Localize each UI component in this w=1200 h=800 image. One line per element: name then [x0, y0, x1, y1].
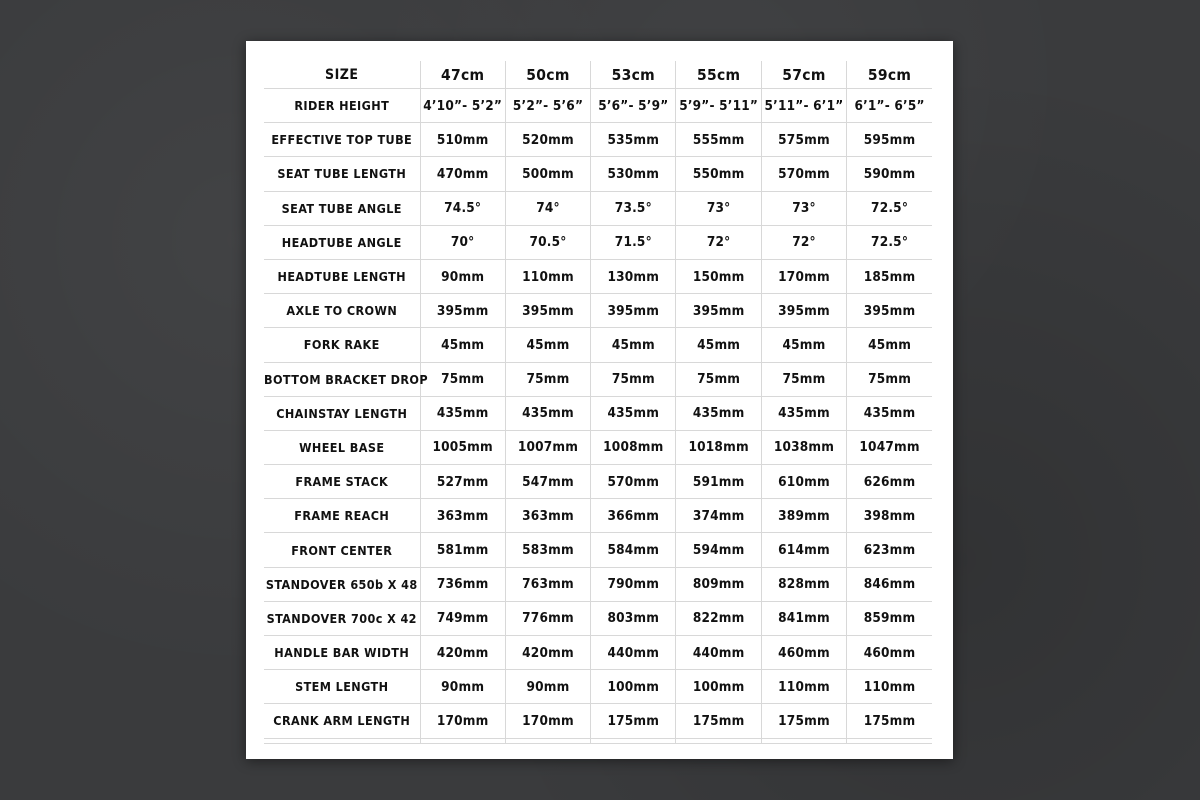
cell-value: 530mm	[591, 157, 676, 191]
cell-value: 395mm	[420, 294, 505, 328]
cell-value: 547mm	[505, 465, 590, 499]
cell-value: 70°	[420, 225, 505, 259]
size-header-55: 55cm	[676, 61, 761, 89]
row-label: SEAT TUBE ANGLE	[264, 191, 420, 225]
cell-value: 170mm	[505, 704, 590, 738]
row-label: HANDLE BAR WIDTH	[264, 636, 420, 670]
cell-value: 175mm	[676, 704, 761, 738]
table-row	[264, 670, 932, 704]
cell-value: 395mm	[847, 294, 932, 328]
cell-value: 73°	[676, 191, 761, 225]
cell-value: 5’6”- 5’9”	[591, 89, 676, 123]
cell-value: 150mm	[676, 259, 761, 293]
table-row	[264, 294, 932, 328]
cell-value: 776mm	[505, 601, 590, 635]
cell-value: 130mm	[591, 259, 676, 293]
cell-value: 435mm	[505, 396, 590, 430]
cell-value: 809mm	[676, 567, 761, 601]
size-header-row	[264, 61, 932, 89]
cell-value: 1008mm	[591, 430, 676, 464]
cell-value: 790mm	[591, 567, 676, 601]
cell-value: 440mm	[676, 636, 761, 670]
cell-value: 73.5°	[591, 191, 676, 225]
cell-value: 535mm	[591, 123, 676, 157]
cell-value: 803mm	[591, 601, 676, 635]
spacer-cell	[847, 738, 932, 743]
row-label: FRAME STACK	[264, 465, 420, 499]
cell-value: 595mm	[847, 123, 932, 157]
cell-value: 45mm	[420, 328, 505, 362]
cell-value: 500mm	[505, 157, 590, 191]
cell-value: 550mm	[676, 157, 761, 191]
row-label: STEM LENGTH	[264, 670, 420, 704]
cell-value: 460mm	[847, 636, 932, 670]
cell-value: 420mm	[505, 636, 590, 670]
table-bottom-spacer	[264, 738, 932, 743]
cell-value: 363mm	[505, 499, 590, 533]
cell-value: 590mm	[847, 157, 932, 191]
cell-value: 5’9”- 5’11”	[676, 89, 761, 123]
cell-value: 45mm	[847, 328, 932, 362]
cell-value: 72.5°	[847, 191, 932, 225]
cell-value: 45mm	[591, 328, 676, 362]
cell-value: 846mm	[847, 567, 932, 601]
cell-value: 100mm	[591, 670, 676, 704]
cell-value: 623mm	[847, 533, 932, 567]
size-header-50: 50cm	[505, 61, 590, 89]
row-label: CRANK ARM LENGTH	[264, 704, 420, 738]
cell-value: 828mm	[761, 567, 846, 601]
spacer-cell	[420, 738, 505, 743]
cell-value: 75mm	[420, 362, 505, 396]
cell-value: 859mm	[847, 601, 932, 635]
cell-value: 510mm	[420, 123, 505, 157]
spacer-cell	[591, 738, 676, 743]
row-label: STANDOVER 650b X 48	[264, 567, 420, 601]
cell-value: 90mm	[505, 670, 590, 704]
cell-value: 570mm	[591, 465, 676, 499]
cell-value: 763mm	[505, 567, 590, 601]
cell-value: 170mm	[420, 704, 505, 738]
row-label: HEADTUBE LENGTH	[264, 259, 420, 293]
geometry-chart-sheet	[246, 41, 953, 759]
cell-value: 374mm	[676, 499, 761, 533]
cell-value: 435mm	[676, 396, 761, 430]
cell-value: 75mm	[505, 362, 590, 396]
cell-value: 470mm	[420, 157, 505, 191]
table-row	[264, 123, 932, 157]
row-label: STANDOVER 700c X 42	[264, 601, 420, 635]
cell-value: 1018mm	[676, 430, 761, 464]
cell-value: 185mm	[847, 259, 932, 293]
table-row	[264, 567, 932, 601]
cell-value: 6’1”- 6’5”	[847, 89, 932, 123]
cell-value: 520mm	[505, 123, 590, 157]
cell-value: 175mm	[761, 704, 846, 738]
table-row	[264, 636, 932, 670]
table-row	[264, 465, 932, 499]
cell-value: 175mm	[591, 704, 676, 738]
spacer-cell	[761, 738, 846, 743]
cell-value: 398mm	[847, 499, 932, 533]
cell-value: 395mm	[591, 294, 676, 328]
cell-value: 110mm	[847, 670, 932, 704]
cell-value: 440mm	[591, 636, 676, 670]
cell-value: 822mm	[676, 601, 761, 635]
cell-value: 736mm	[420, 567, 505, 601]
cell-value: 395mm	[676, 294, 761, 328]
cell-value: 45mm	[761, 328, 846, 362]
table-row	[264, 601, 932, 635]
size-header-57: 57cm	[761, 61, 846, 89]
cell-value: 626mm	[847, 465, 932, 499]
cell-value: 591mm	[676, 465, 761, 499]
geometry-table	[264, 61, 932, 744]
cell-value: 45mm	[676, 328, 761, 362]
spacer-cell	[676, 738, 761, 743]
table-row	[264, 259, 932, 293]
size-header-label: SIZE	[264, 61, 420, 89]
cell-value: 420mm	[420, 636, 505, 670]
cell-value: 100mm	[676, 670, 761, 704]
table-row	[264, 499, 932, 533]
row-label: FRONT CENTER	[264, 533, 420, 567]
cell-value: 594mm	[676, 533, 761, 567]
row-label: EFFECTIVE TOP TUBE	[264, 123, 420, 157]
cell-value: 75mm	[761, 362, 846, 396]
cell-value: 74.5°	[420, 191, 505, 225]
cell-value: 75mm	[591, 362, 676, 396]
cell-value: 90mm	[420, 670, 505, 704]
cell-value: 366mm	[591, 499, 676, 533]
cell-value: 435mm	[591, 396, 676, 430]
table-row	[264, 328, 932, 362]
cell-value: 435mm	[847, 396, 932, 430]
cell-value: 749mm	[420, 601, 505, 635]
cell-value: 570mm	[761, 157, 846, 191]
cell-value: 610mm	[761, 465, 846, 499]
cell-value: 1047mm	[847, 430, 932, 464]
cell-value: 575mm	[761, 123, 846, 157]
cell-value: 175mm	[847, 704, 932, 738]
cell-value: 45mm	[505, 328, 590, 362]
cell-value: 73°	[761, 191, 846, 225]
cell-value: 1005mm	[420, 430, 505, 464]
row-label: BOTTOM BRACKET DROP	[264, 362, 420, 396]
cell-value: 555mm	[676, 123, 761, 157]
table-row	[264, 430, 932, 464]
cell-value: 841mm	[761, 601, 846, 635]
table-row	[264, 157, 932, 191]
row-label: CHAINSTAY LENGTH	[264, 396, 420, 430]
cell-value: 75mm	[676, 362, 761, 396]
cell-value: 4’10”- 5’2”	[420, 89, 505, 123]
cell-value: 5’11”- 6’1”	[761, 89, 846, 123]
cell-value: 71.5°	[591, 225, 676, 259]
cell-value: 5’2”- 5’6”	[505, 89, 590, 123]
cell-value: 1007mm	[505, 430, 590, 464]
row-label: FORK RAKE	[264, 328, 420, 362]
spec-table-body	[264, 89, 932, 744]
row-label: FRAME REACH	[264, 499, 420, 533]
cell-value: 527mm	[420, 465, 505, 499]
cell-value: 110mm	[505, 259, 590, 293]
table-row	[264, 191, 932, 225]
cell-value: 72°	[761, 225, 846, 259]
row-label: SEAT TUBE LENGTH	[264, 157, 420, 191]
cell-value: 395mm	[761, 294, 846, 328]
row-label: HEADTUBE ANGLE	[264, 225, 420, 259]
cell-value: 75mm	[847, 362, 932, 396]
table-row	[264, 533, 932, 567]
spacer-cell	[264, 738, 420, 743]
cell-value: 363mm	[420, 499, 505, 533]
cell-value: 110mm	[761, 670, 846, 704]
cell-value: 72.5°	[847, 225, 932, 259]
cell-value: 584mm	[591, 533, 676, 567]
cell-value: 90mm	[420, 259, 505, 293]
cell-value: 581mm	[420, 533, 505, 567]
cell-value: 1038mm	[761, 430, 846, 464]
row-label: RIDER HEIGHT	[264, 89, 420, 123]
cell-value: 389mm	[761, 499, 846, 533]
row-label: WHEEL BASE	[264, 430, 420, 464]
cell-value: 583mm	[505, 533, 590, 567]
cell-value: 170mm	[761, 259, 846, 293]
cell-value: 74°	[505, 191, 590, 225]
cell-value: 460mm	[761, 636, 846, 670]
cell-value: 435mm	[420, 396, 505, 430]
row-label: AXLE TO CROWN	[264, 294, 420, 328]
spacer-cell	[505, 738, 590, 743]
cell-value: 395mm	[505, 294, 590, 328]
cell-value: 72°	[676, 225, 761, 259]
table-row	[264, 396, 932, 430]
size-header-59: 59cm	[847, 61, 932, 89]
table-row	[264, 89, 932, 123]
table-row	[264, 362, 932, 396]
size-header-47: 47cm	[420, 61, 505, 89]
size-header-53: 53cm	[591, 61, 676, 89]
table-row	[264, 225, 932, 259]
cell-value: 70.5°	[505, 225, 590, 259]
table-row	[264, 704, 932, 738]
cell-value: 435mm	[761, 396, 846, 430]
cell-value: 614mm	[761, 533, 846, 567]
